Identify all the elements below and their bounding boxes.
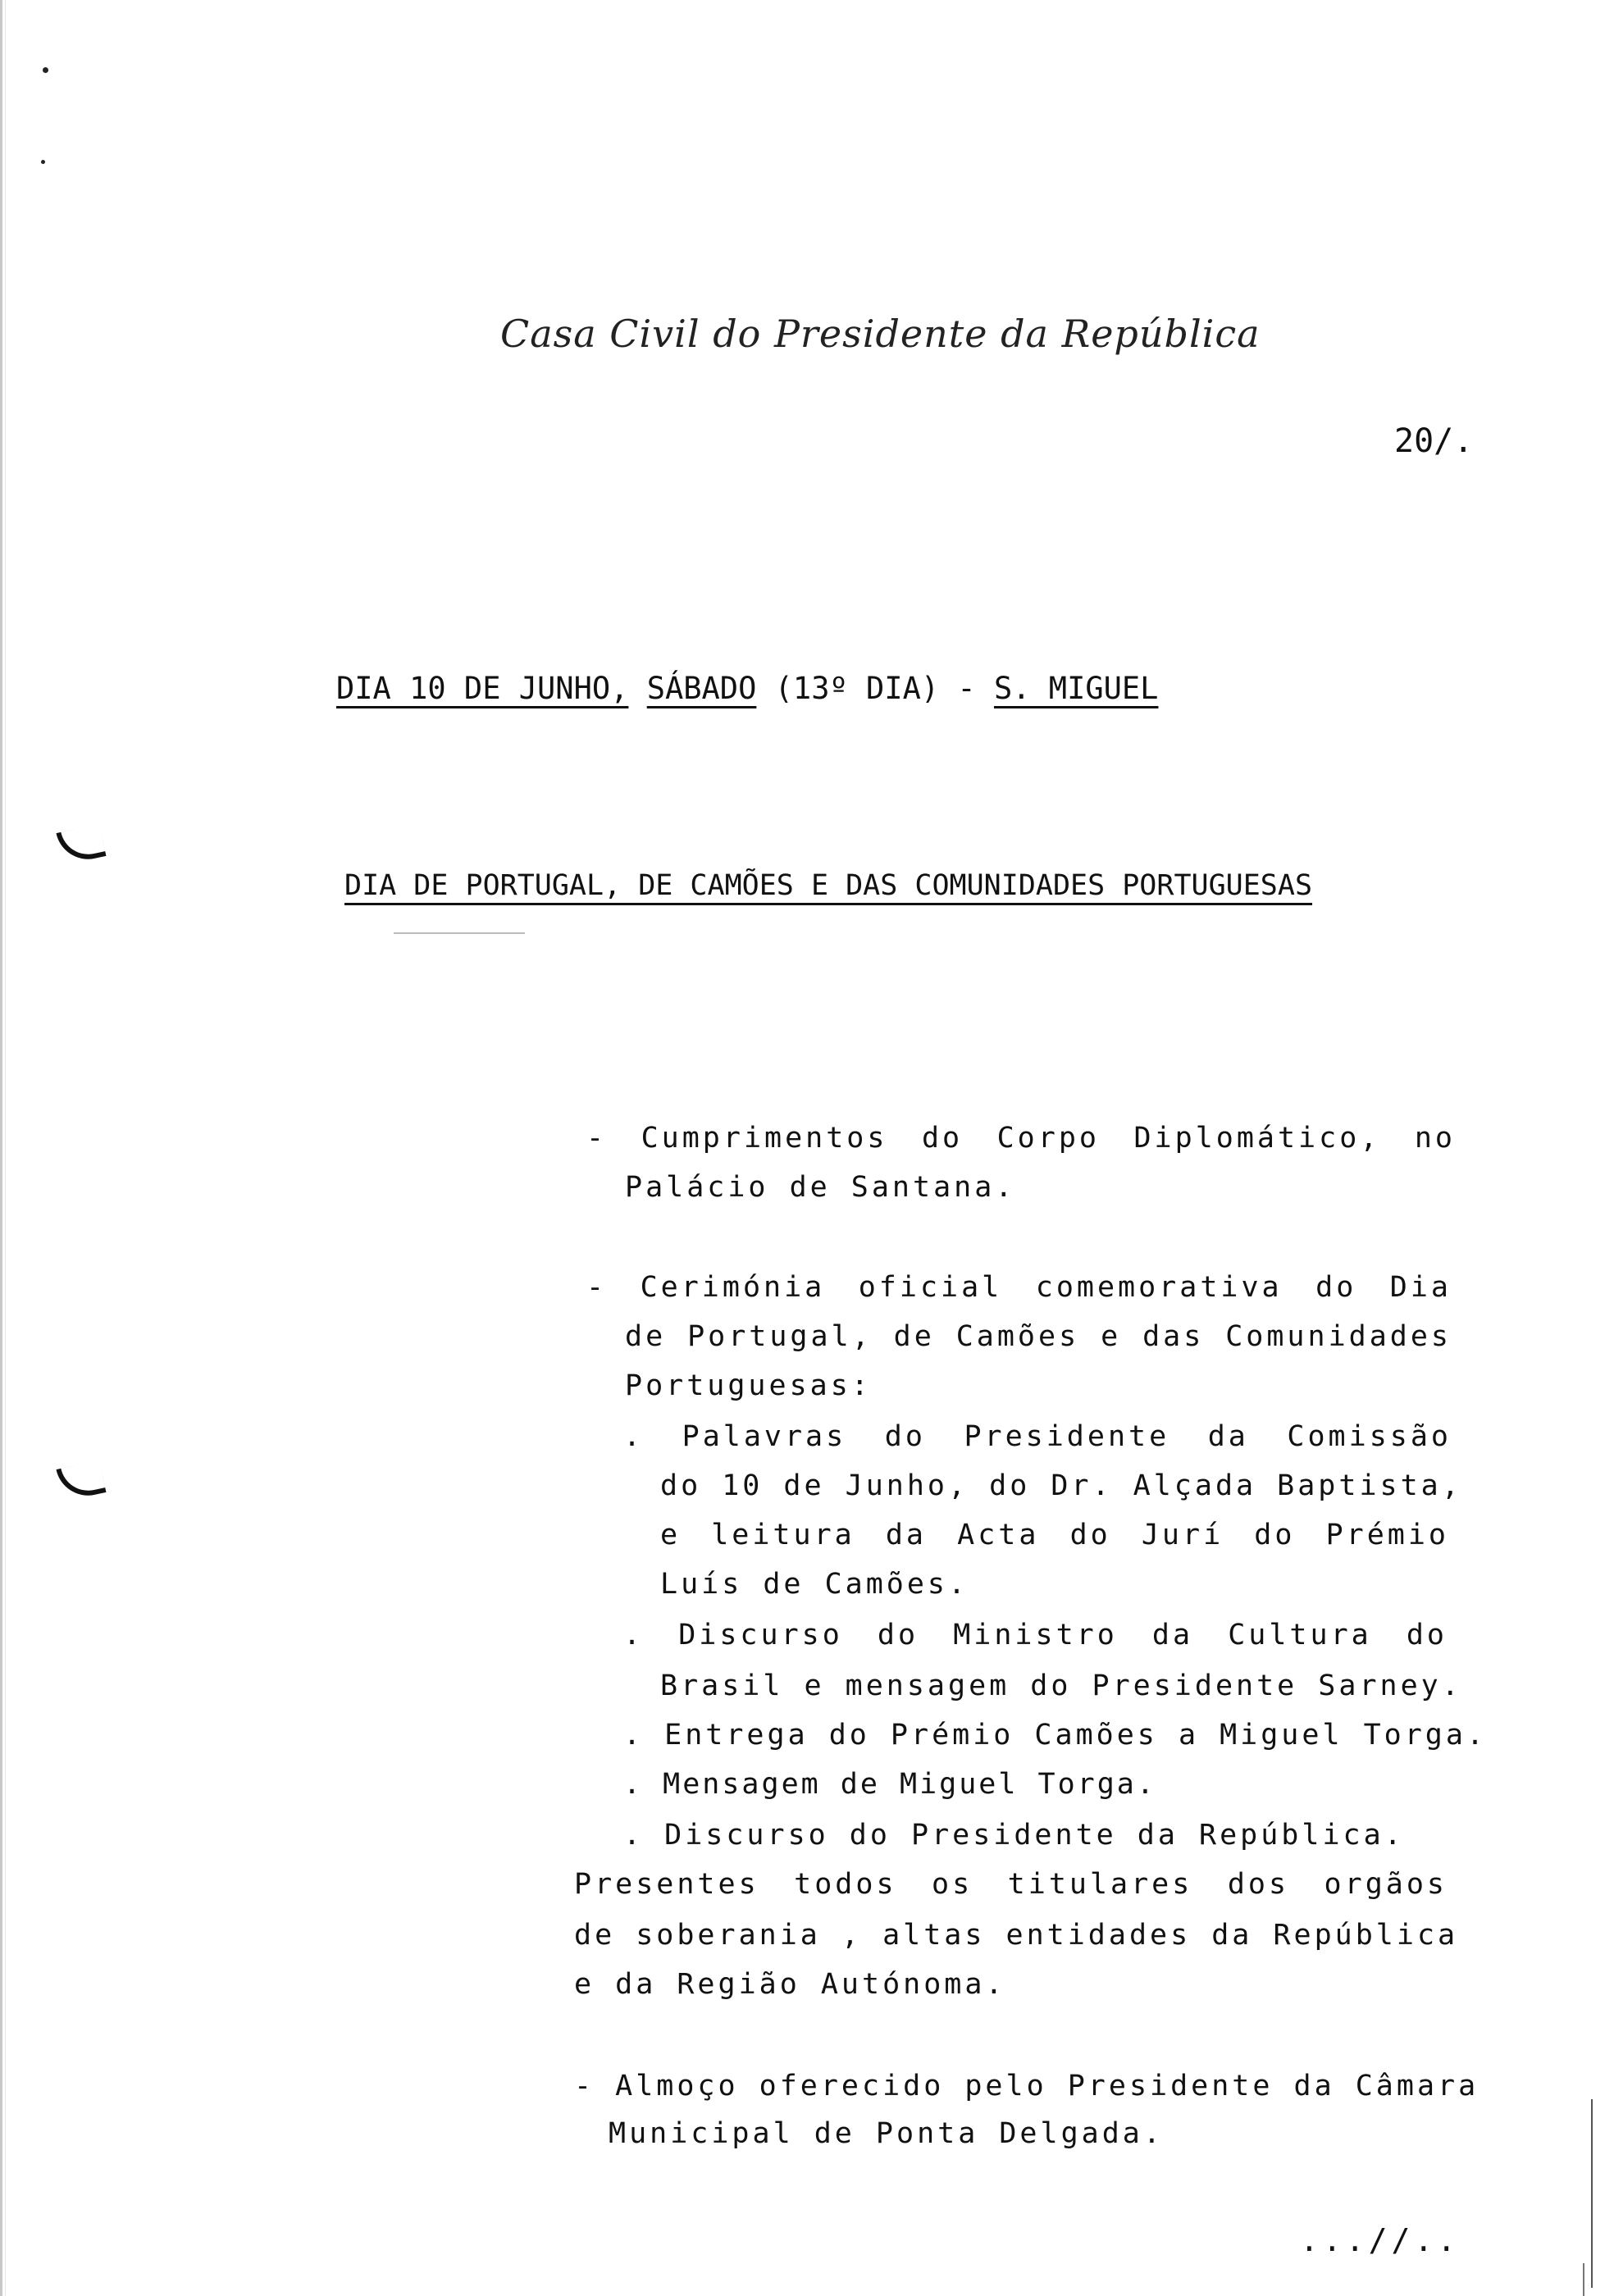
sub2-line1: . Discurso do Ministro da Cultura do [623, 1619, 1448, 1651]
note-line3: e da Região Autónoma. [574, 1968, 1006, 2001]
punch-mark [41, 160, 45, 164]
item3-line1: - Almoço oferecido pelo Presidente da Câmara [574, 2070, 1480, 2102]
sub1-line4: Luís de Camões. [660, 1568, 969, 1601]
sub1-line2: do 10 de Junho, do Dr. Alçada Baptista, [660, 1469, 1462, 1502]
sub2-line2: Brasil e mensagem do Presidente Sarney. [660, 1670, 1462, 1702]
item3-line2: Municipal de Ponta Delgada. [609, 2117, 1164, 2150]
scan-edge [0, 0, 2, 2296]
item1-line2: Palácio de Santana. [625, 1171, 1016, 1204]
sub1-line3: e leitura da Acta do Jurí do Prémio [660, 1519, 1449, 1551]
note-line1: Presentes todos os titulares dos orgãos [574, 1868, 1448, 1901]
binding-hook-mark [56, 824, 106, 865]
day-heading-weekday: SÁBADO [646, 671, 757, 706]
scan-edge-inner [5, 0, 6, 2296]
sub5: . Discurso do Presidente da República. [623, 1819, 1405, 1852]
item2-line3: Portuguesas: [625, 1369, 872, 1402]
day-heading [336, 671, 1158, 706]
punch-mark [43, 67, 48, 73]
day-heading-count: (13º DIA) - [774, 671, 976, 706]
scan-edge-right [1583, 2263, 1584, 2296]
note-line2: de soberania , altas entidades da República [574, 1919, 1459, 1952]
continuation-mark: ...//.. [1300, 2222, 1461, 2258]
item2-line1: - Cerimónia oficial comemorativa do Dia [586, 1271, 1452, 1304]
sub4: . Mensagem de Miguel Torga. [623, 1768, 1156, 1801]
sub3: . Entrega do Prémio Camões a Miguel Torga. [623, 1719, 1488, 1752]
item2-line2: de Portugal, de Camões e das Comunidades [625, 1320, 1452, 1353]
page-number: 20/. [1394, 422, 1474, 460]
faint-rule [394, 932, 525, 934]
day-heading-place: S. MIGUEL [993, 671, 1159, 706]
sub1-line1: . Palavras do Presidente da Comissão [623, 1420, 1452, 1453]
letterhead: Casa Civil do Presidente da República [500, 312, 1261, 356]
event-heading: DIA DE PORTUGAL, DE CAMÕES E DAS COMUNIDADES PORTUGUESAS [344, 869, 1313, 902]
item1-line1: - Cumprimentos do Corpo Diplomático, no [586, 1122, 1456, 1155]
day-heading-date: DIA 10 DE JUNHO, [336, 671, 629, 706]
scan-edge-right [1591, 2099, 1593, 2288]
binding-hook-mark [56, 1460, 106, 1501]
